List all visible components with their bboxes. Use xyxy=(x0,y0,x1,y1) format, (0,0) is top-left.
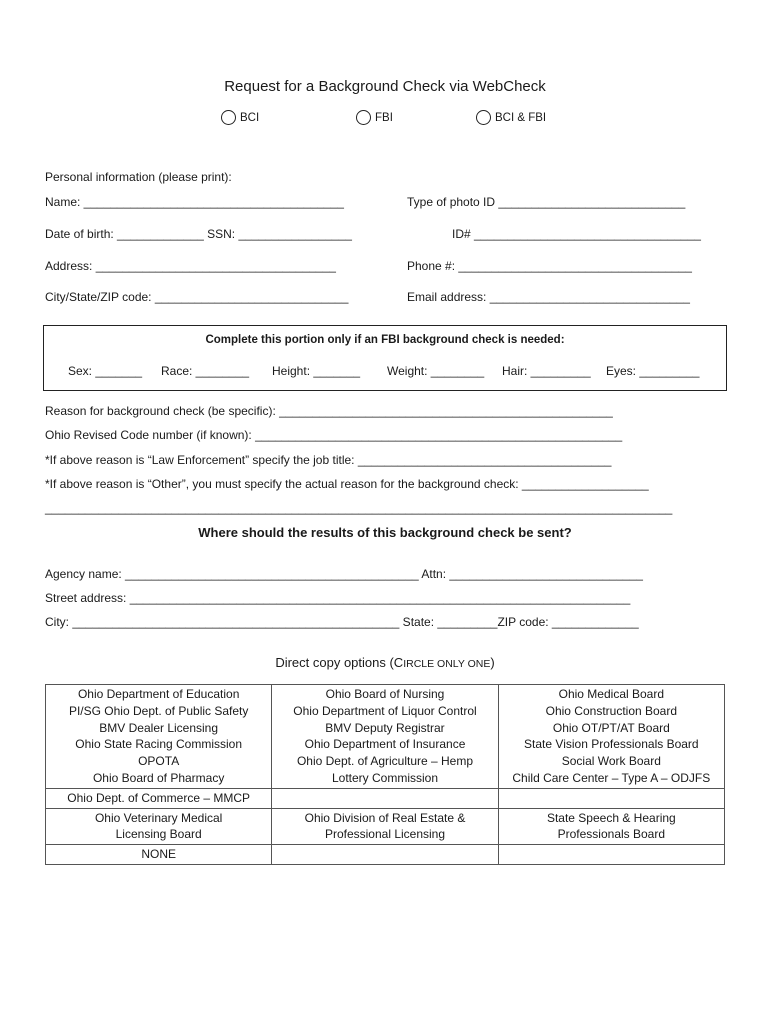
table-cell xyxy=(46,845,272,865)
option-item[interactable]: Ohio OT/PT/AT Board xyxy=(552,720,670,735)
radio-bci[interactable] xyxy=(221,110,259,125)
email-field[interactable]: Email address: ______________________________ xyxy=(407,290,690,304)
radio-circle-icon[interactable] xyxy=(356,110,371,125)
table-row xyxy=(46,845,725,865)
option-item[interactable]: Child Care Center – Type A – ODJFS xyxy=(512,770,711,785)
height-field[interactable]: Height: _______ xyxy=(272,364,361,378)
radio-label: BCI xyxy=(240,111,260,124)
option-item[interactable]: Lottery Commission xyxy=(331,770,438,785)
option-item[interactable]: Professionals Board xyxy=(557,827,666,842)
direct-copy-options-table xyxy=(45,684,725,865)
fbi-section-box xyxy=(43,325,727,391)
law-enforcement-field[interactable]: *If above reason is “Law Enforcement” specify the job title: ______________________________________ xyxy=(45,453,612,467)
check-type-options xyxy=(0,110,770,130)
radio-bci-fbi[interactable] xyxy=(476,110,546,125)
option-item[interactable]: Professional Licensing xyxy=(324,827,446,842)
table-cell xyxy=(272,808,498,845)
table-cell xyxy=(46,685,272,789)
reason-field[interactable]: Reason for background check (be specific): __________________________________________________ xyxy=(45,404,613,418)
option-item[interactable]: Ohio Department of Insurance xyxy=(304,737,466,752)
table-cell xyxy=(498,845,724,865)
option-item[interactable]: Ohio Dept. of Commerce – MMCP xyxy=(67,790,251,805)
option-item[interactable]: Ohio Medical Board xyxy=(558,687,665,701)
table-row xyxy=(46,808,725,845)
table-cell xyxy=(498,808,724,845)
eyes-field[interactable]: Eyes: _________ xyxy=(606,364,700,378)
option-item[interactable]: Ohio Department of Liquor Control xyxy=(293,703,477,718)
page-title: Request for a Background Check via WebCheck xyxy=(224,78,546,95)
option-item[interactable]: State Vision Professionals Board xyxy=(524,737,699,752)
table-row xyxy=(46,685,725,789)
option-item[interactable]: Ohio Board of Pharmacy xyxy=(92,770,225,785)
option-item[interactable]: BMV Deputy Registrar xyxy=(325,720,445,735)
race-field[interactable]: Race: ________ xyxy=(161,364,250,378)
personal-info-heading: Personal information (please print): xyxy=(45,170,232,184)
table-row xyxy=(46,788,725,808)
street-address-field[interactable]: Street address: ___________________________________________________________________________ xyxy=(45,591,631,605)
table-cell xyxy=(498,788,724,808)
option-item[interactable]: Ohio State Racing Commission xyxy=(75,737,243,752)
option-item[interactable]: Ohio Department of Education xyxy=(77,687,240,701)
photo-id-field[interactable]: Type of photo ID ____________________________ xyxy=(407,195,686,209)
option-item[interactable]: Ohio Board of Nursing xyxy=(325,687,445,701)
table-cell xyxy=(46,808,272,845)
hair-field[interactable]: Hair: _________ xyxy=(502,364,591,378)
city-state-zip-results-field[interactable]: City: _________________________________________________ State: _________ZIP code: _____________ xyxy=(45,615,639,629)
phone-field[interactable]: Phone #: ___________________________________ xyxy=(407,259,692,273)
radio-label: BCI & FBI xyxy=(495,111,547,124)
table-cell xyxy=(272,845,498,865)
option-item[interactable]: NONE xyxy=(141,847,176,862)
weight-field[interactable]: Weight: ________ xyxy=(387,364,485,378)
table-cell xyxy=(46,788,272,808)
direct-copy-heading-smallcaps: IRCLE ONLY ONE xyxy=(403,658,491,670)
other-reason-field[interactable]: *If above reason is “Other”, you must specify the actual reason for the background check: ___________________ xyxy=(45,477,649,491)
table-cell xyxy=(272,788,498,808)
radio-circle-icon[interactable] xyxy=(221,110,236,125)
option-item[interactable]: Ohio Veterinary Medical xyxy=(94,810,223,825)
table-cell xyxy=(498,685,724,789)
id-number-field[interactable]: ID# __________________________________ xyxy=(452,227,701,241)
address-field[interactable]: Address: ____________________________________ xyxy=(45,259,336,273)
option-item[interactable]: Ohio Division of Real Estate & xyxy=(304,810,466,825)
results-heading: Where should the results of this background check be sent? xyxy=(198,525,572,540)
option-item[interactable]: OPOTA xyxy=(138,754,180,769)
direct-copy-heading xyxy=(0,655,770,670)
option-item[interactable]: State Speech & Hearing xyxy=(546,810,676,825)
option-item[interactable]: Licensing Board xyxy=(115,827,202,842)
table-cell xyxy=(272,685,498,789)
option-item[interactable]: BMV Dealer Licensing xyxy=(99,720,219,735)
option-item[interactable]: PI/SG Ohio Dept. of Public Safety xyxy=(68,703,249,718)
radio-label: FBI xyxy=(375,111,393,124)
option-item[interactable]: Ohio Construction Board xyxy=(545,703,678,718)
direct-copy-heading-main: Direct copy options (C xyxy=(275,655,404,670)
radio-fbi[interactable] xyxy=(356,110,393,125)
city-state-zip-field[interactable]: City/State/ZIP code: _____________________________ xyxy=(45,290,349,304)
orc-field[interactable]: Ohio Revised Code number (if known): _______________________________________________________ xyxy=(45,428,623,442)
agency-attn-field[interactable]: Agency name: ____________________________________________ Attn: _____________________________ xyxy=(45,567,643,581)
name-field[interactable]: Name: _______________________________________ xyxy=(45,195,344,209)
sex-field[interactable]: Sex: _______ xyxy=(68,364,143,378)
direct-copy-heading-end: ) xyxy=(490,655,495,670)
reason-continuation-line[interactable]: ______________________________________________________________________________________________ xyxy=(45,501,673,515)
radio-circle-icon[interactable] xyxy=(476,110,491,125)
fbi-section-heading: Complete this portion only if an FBI background check is needed: xyxy=(205,334,565,346)
option-item[interactable]: Ohio Dept. of Agriculture – Hemp xyxy=(296,754,474,769)
dob-ssn-field[interactable]: Date of birth: _____________ SSN: _________________ xyxy=(45,227,352,241)
option-item[interactable]: Social Work Board xyxy=(561,754,661,769)
